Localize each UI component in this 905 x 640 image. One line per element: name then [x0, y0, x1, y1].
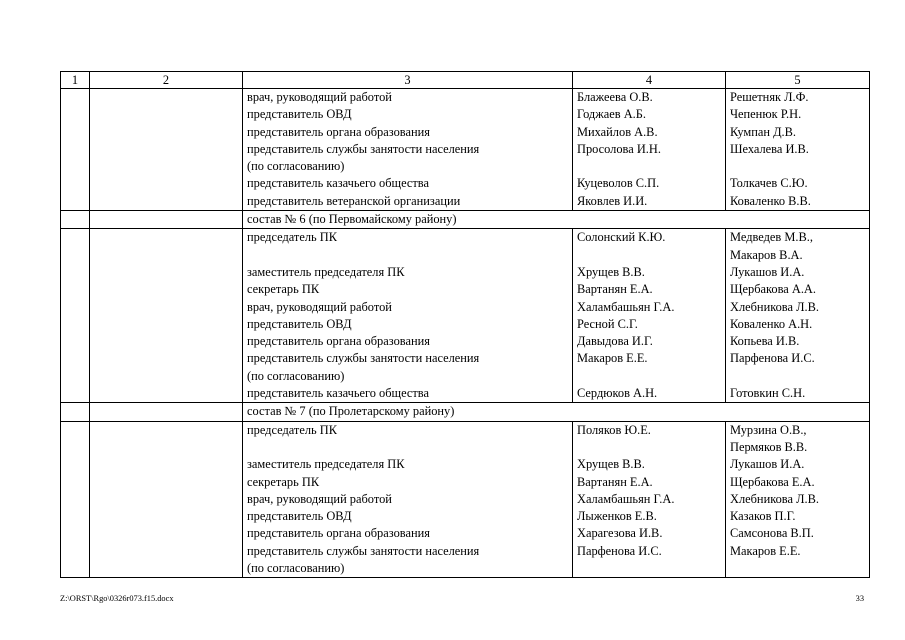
role-line: представитель органа образования [247, 526, 430, 541]
reserve-line: Лукашов И.А. [730, 457, 805, 472]
members-cell [573, 229, 726, 403]
member-line [577, 439, 721, 456]
table-row [61, 229, 870, 403]
role-line: секретарь ПК [247, 474, 320, 489]
role-line: заместитель председателя ПК [247, 457, 405, 472]
reserve-line: Макаров Е.Е. [730, 543, 801, 558]
role-line: представитель ОВД [247, 107, 352, 122]
reserve-line: Макаров В.А. [730, 247, 803, 262]
reserve-line: Решетняк Л.Ф. [730, 90, 809, 104]
member-line [577, 158, 721, 175]
role-line: председатель ПК [247, 422, 337, 437]
empty-cell [61, 89, 90, 211]
footer-page-number: 33 [855, 594, 864, 603]
empty-cell [90, 421, 243, 578]
roles-cell [243, 89, 573, 211]
role-line: председатель ПК [247, 230, 337, 245]
empty-cell [90, 89, 243, 211]
reserve-line [730, 368, 865, 385]
reserve-line [730, 560, 865, 577]
column-number-1: 1 [61, 72, 90, 89]
member-line [577, 560, 721, 577]
member-line: Давыдова И.Г. [577, 334, 653, 349]
role-line: представитель ОВД [247, 316, 352, 331]
reserve-line: Копьева И.В. [730, 334, 800, 349]
table-row [61, 421, 870, 578]
reserve-line: Казаков П.Г. [730, 509, 796, 524]
empty-cell [61, 229, 90, 403]
member-line: Хрущев В.В. [577, 264, 645, 279]
reserves-cell [726, 229, 870, 403]
reserve-line: Толкачев С.Ю. [730, 176, 808, 191]
column-number-4: 4 [573, 72, 726, 89]
reserve-line: Чепенюк Р.Н. [730, 107, 802, 122]
member-line: Поляков Ю.Е. [577, 422, 651, 437]
role-line: врач, руководящий работой [247, 491, 392, 506]
reserve-line: Кумпан Д.В. [730, 124, 796, 139]
member-line: Годжаев А.Б. [577, 107, 646, 122]
member-line: Просолова И.Н. [577, 141, 661, 156]
reserve-line: Коваленко В.В. [730, 193, 811, 208]
commission-table [60, 71, 870, 578]
role-line: представитель службы занятости населения [247, 141, 480, 156]
column-number-2: 2 [90, 72, 243, 89]
empty-cell [90, 229, 243, 403]
member-line: Вартанян Е.А. [577, 474, 653, 489]
reserve-line: Щербакова А.А. [730, 282, 816, 297]
role-line [247, 247, 568, 264]
role-line: представитель ветеранской организации [247, 193, 461, 208]
header-row [61, 72, 870, 89]
role-line: представитель казачьего общества [247, 176, 429, 191]
role-line: врач, руководящий работой [247, 299, 392, 314]
reserves-cell [726, 89, 870, 211]
role-line: представитель ОВД [247, 509, 352, 524]
roles-cell [243, 421, 573, 578]
reserve-line: Медведев М.В., [730, 230, 813, 245]
member-line: Блажеева О.В. [577, 90, 653, 104]
reserve-line: Шехалева И.В. [730, 141, 809, 156]
reserve-line: Парфенова И.С. [730, 351, 815, 366]
reserve-line: Готовкин С.Н. [730, 386, 806, 401]
empty-cell [90, 403, 243, 421]
role-line: представитель службы занятости населения [247, 351, 480, 366]
member-line: Халамбашьян Г.А. [577, 299, 675, 314]
role-line: представитель органа образования [247, 334, 430, 349]
members-cell [573, 89, 726, 211]
column-number-3: 3 [243, 72, 573, 89]
role-line: врач, руководящий работой [247, 90, 392, 104]
member-line: Куцеволов С.П. [577, 176, 660, 191]
role-line [247, 439, 568, 456]
empty-cell [61, 421, 90, 578]
member-line: Солонский К.Ю. [577, 230, 666, 245]
member-line: Парфенова И.С. [577, 543, 662, 558]
section-title: состав № 7 (по Пролетарскому району) [243, 403, 870, 421]
section-title: состав № 6 (по Первомайскому району) [243, 211, 870, 229]
member-line: Яковлев И.И. [577, 193, 648, 208]
role-line: (по согласованию) [247, 561, 345, 576]
reserve-line: Щербакова Е.А. [730, 474, 815, 489]
reserve-line: Хлебникова Л.В. [730, 299, 819, 314]
roles-cell [243, 229, 573, 403]
role-line: секретарь ПК [247, 282, 320, 297]
footer-file-path: Z:\ORST\Rgo\0326r073.f15.docx [60, 594, 174, 603]
member-line: Сердюков А.Н. [577, 386, 658, 401]
member-line: Харагезова И.В. [577, 526, 663, 541]
reserve-line: Лукашов И.А. [730, 264, 805, 279]
role-line: (по согласованию) [247, 159, 345, 174]
member-line: Хрущев В.В. [577, 457, 645, 472]
reserve-line: Хлебникова Л.В. [730, 491, 819, 506]
reserve-line: Пермяков В.В. [730, 439, 808, 454]
reserves-cell [726, 421, 870, 578]
reserve-line [730, 158, 865, 175]
reserve-line: Мурзина О.В., [730, 422, 807, 437]
section-row [61, 211, 870, 229]
role-line: представитель службы занятости населения [247, 543, 480, 558]
member-line [577, 247, 721, 264]
reserve-line: Самсонова В.П. [730, 526, 814, 541]
member-line: Макаров Е.Е. [577, 351, 648, 366]
empty-cell [90, 211, 243, 229]
member-line: Лыженков Е.В. [577, 509, 657, 524]
role-line: представитель казачьего общества [247, 386, 429, 401]
column-number-5: 5 [726, 72, 870, 89]
member-line: Ресной С.Г. [577, 316, 638, 331]
member-line: Вартанян Е.А. [577, 282, 653, 297]
role-line: заместитель председателя ПК [247, 264, 405, 279]
member-line [577, 368, 721, 385]
section-row [61, 403, 870, 421]
empty-cell [61, 211, 90, 229]
empty-cell [61, 403, 90, 421]
table-row [61, 89, 870, 211]
members-cell [573, 421, 726, 578]
reserve-line: Коваленко А.Н. [730, 316, 813, 331]
role-line: (по согласованию) [247, 368, 345, 383]
role-line: представитель органа образования [247, 124, 430, 139]
member-line: Михайлов А.В. [577, 124, 658, 139]
member-line: Халамбашьян Г.А. [577, 491, 675, 506]
